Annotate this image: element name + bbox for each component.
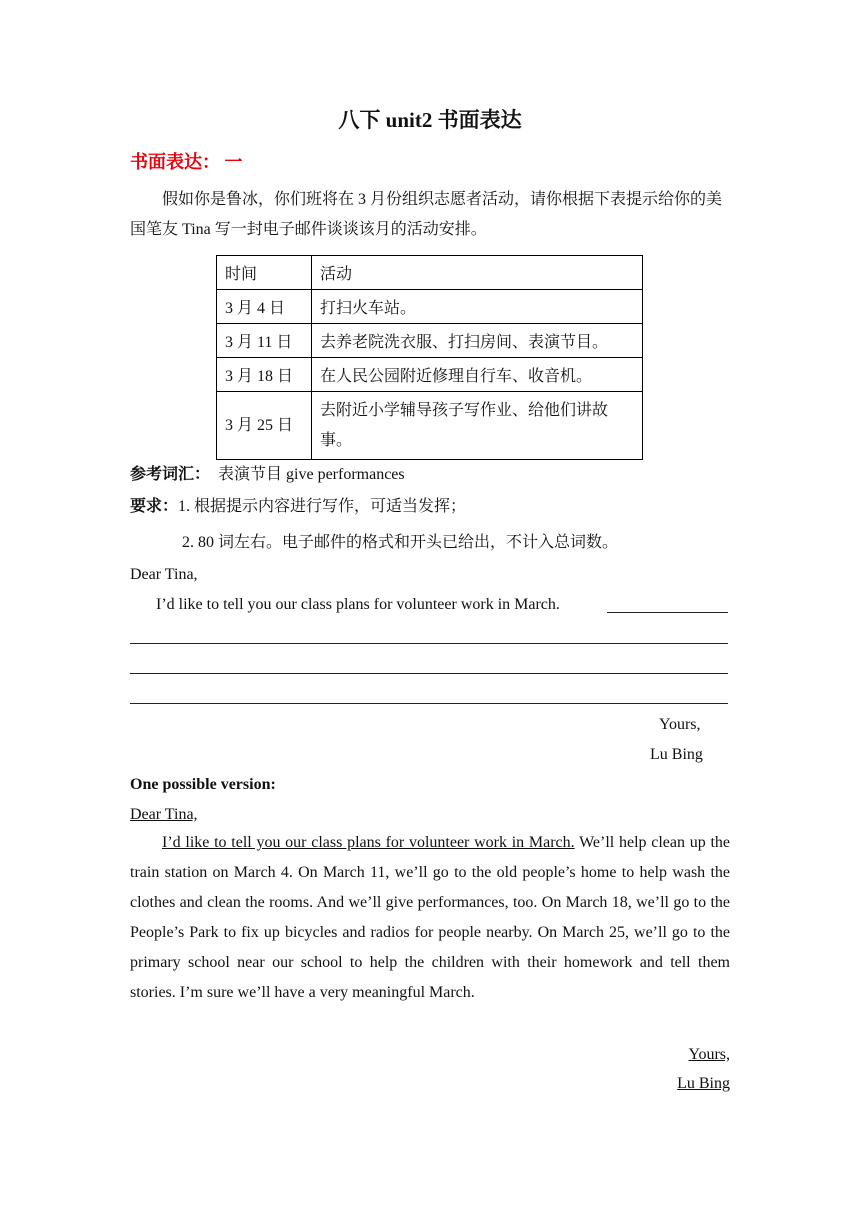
requirements-line-1	[130, 492, 466, 522]
table-row	[217, 392, 643, 460]
row-date: 3 月 4 日	[217, 290, 312, 324]
row-date: 3 月 18 日	[217, 358, 312, 392]
row-activity: 去附近小学辅导孩子写作业、给他们讲故事。	[312, 392, 643, 460]
letter-greeting: Dear Tina,	[130, 566, 198, 583]
writing-blank-line[interactable]	[130, 643, 728, 644]
vocab-label: 参考词汇：	[130, 466, 211, 483]
header-time: 时间	[217, 256, 312, 290]
prompt-paragraph: 假如你是鲁冰，你们班将在 3 月份组织志愿者活动，请你根据下表提示给你的美国笔友 Tina 写一封电子邮件谈谈该月的活动安排。	[130, 191, 723, 238]
requirement-1: 1. 根据提示内容进行写作，可适当发挥；	[178, 498, 467, 515]
writing-blank-line[interactable]	[607, 612, 728, 613]
answer-body: We’ll help clean up the train station on March 4. On March 11, we’ll go to the old people’s home to help wash the clothes and clean the rooms. And we’ll give performances, too. On March 18, we’ll go to the People’s Park to fix up bicycles and radios for people nearby. On March 25, we’ll go to the primary school near our school to help the children with their homework and tell them stories. I’m sure we’ll have a very meaningful March.	[130, 834, 730, 1001]
letter-signature: Lu Bing	[650, 746, 703, 763]
activity-table	[216, 255, 643, 460]
table-row	[217, 324, 643, 358]
vocab-value: 表演节目 give performances	[218, 466, 405, 483]
answer-essay	[130, 828, 730, 1008]
answer-opening: I’d like to tell you our class plans for volunteer work in March.	[162, 834, 575, 851]
table-row	[217, 290, 643, 324]
letter-closing: Yours,	[659, 716, 701, 733]
row-activity: 去养老院洗衣服、打扫房间、表演节目。	[312, 324, 643, 358]
row-date: 3 月 25 日	[217, 392, 312, 460]
requirement-2: 2. 80 词左右。电子邮件的格式和开头已给出，不计入总词数。	[182, 534, 619, 551]
answer-closing: Yours,	[688, 1046, 730, 1063]
header-activity: 活动	[312, 256, 643, 290]
section-heading: 书面表达： 一	[130, 152, 243, 172]
answer-heading: One possible version:	[130, 776, 276, 793]
letter-opening: I’d like to tell you our class plans for volunteer work in March.	[156, 596, 560, 613]
answer-greeting: Dear Tina,	[130, 806, 198, 823]
vocab-line	[130, 460, 405, 490]
requirements-label: 要求：	[130, 498, 179, 515]
row-activity: 在人民公园附近修理自行车、收音机。	[312, 358, 643, 392]
table-row	[217, 358, 643, 392]
answer-signature: Lu Bing	[677, 1075, 730, 1092]
table-header-row	[217, 256, 643, 290]
row-date: 3 月 11 日	[217, 324, 312, 358]
writing-blank-line[interactable]	[130, 673, 728, 674]
page-title: 八下 unit2 书面表达	[338, 108, 522, 132]
row-activity: 打扫火车站。	[312, 290, 643, 324]
writing-blank-line[interactable]	[130, 703, 728, 704]
